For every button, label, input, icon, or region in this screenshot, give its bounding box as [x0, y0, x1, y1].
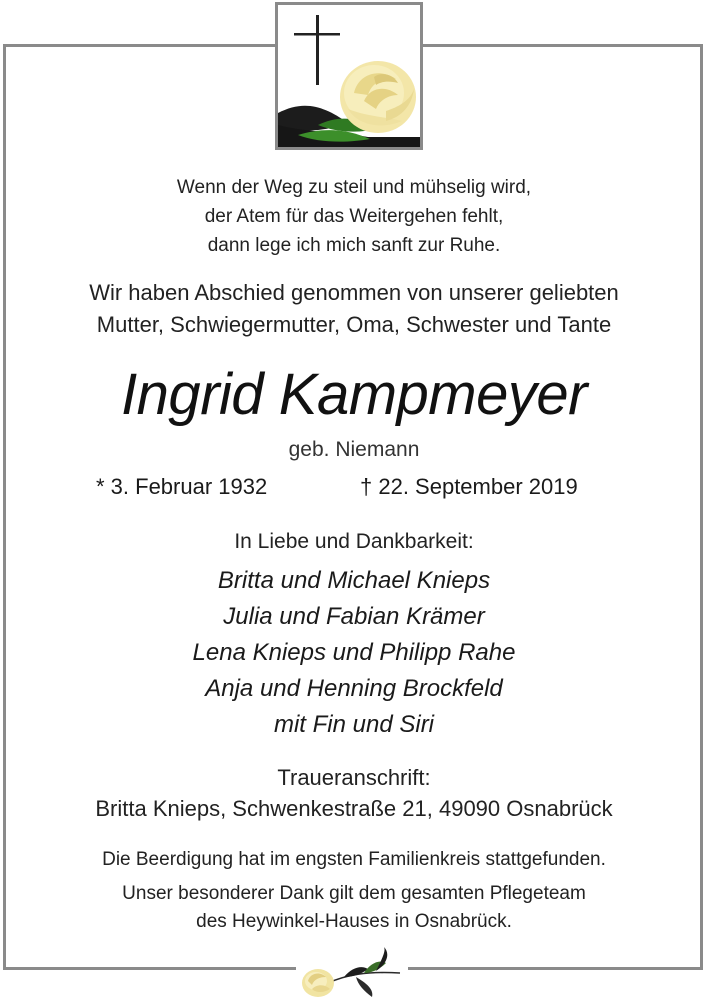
poem-line-1: Wenn der Weg zu steil und mühselig wird,	[176, 177, 532, 198]
death-date: † 22. September 2019	[360, 474, 578, 499]
birth-name: geb. Niemann	[288, 438, 420, 461]
rose-icon	[296, 945, 408, 1000]
cross-with-rose-icon	[275, 2, 423, 150]
poem-line-2: der Atem für das Weitergehen fehlt,	[204, 206, 504, 227]
thanks-label: In Liebe und Dankbarkeit:	[234, 530, 474, 553]
deceased-name: Ingrid Kampmeyer	[121, 362, 587, 427]
note-line-3: des Heywinkel-Hauses in Osnabrück.	[196, 911, 512, 932]
poem-line-3: dann lege ich mich sanft zur Ruhe.	[207, 235, 501, 256]
intro-line-2: Mutter, Schwiegermutter, Oma, Schwester und Tante	[96, 312, 612, 337]
mourner-line: mit Fin und Siri	[273, 711, 435, 738]
mourner-line: Anja und Henning Brockfeld	[205, 675, 503, 702]
mourner-line: Lena Knieps und Philipp Rahe	[192, 639, 516, 666]
intro-line-1: Wir haben Abschied genommen von unserer geliebten	[89, 280, 619, 305]
address-value: Britta Knieps, Schwenkestraße 21, 49090 Osnabrück	[95, 796, 613, 821]
birth-date: * 3. Februar 1932	[96, 474, 268, 499]
mourner-line: Julia und Fabian Krämer	[223, 603, 485, 630]
note-line-2: Unser besonderer Dank gilt dem gesamten Pflegeteam	[122, 883, 586, 904]
mourner-line: Britta und Michael Knieps	[217, 567, 491, 594]
note-line-1: Die Beerdigung hat im engsten Familienkreis stattgefunden.	[102, 849, 606, 870]
address-label: Traueranschrift:	[277, 765, 431, 790]
